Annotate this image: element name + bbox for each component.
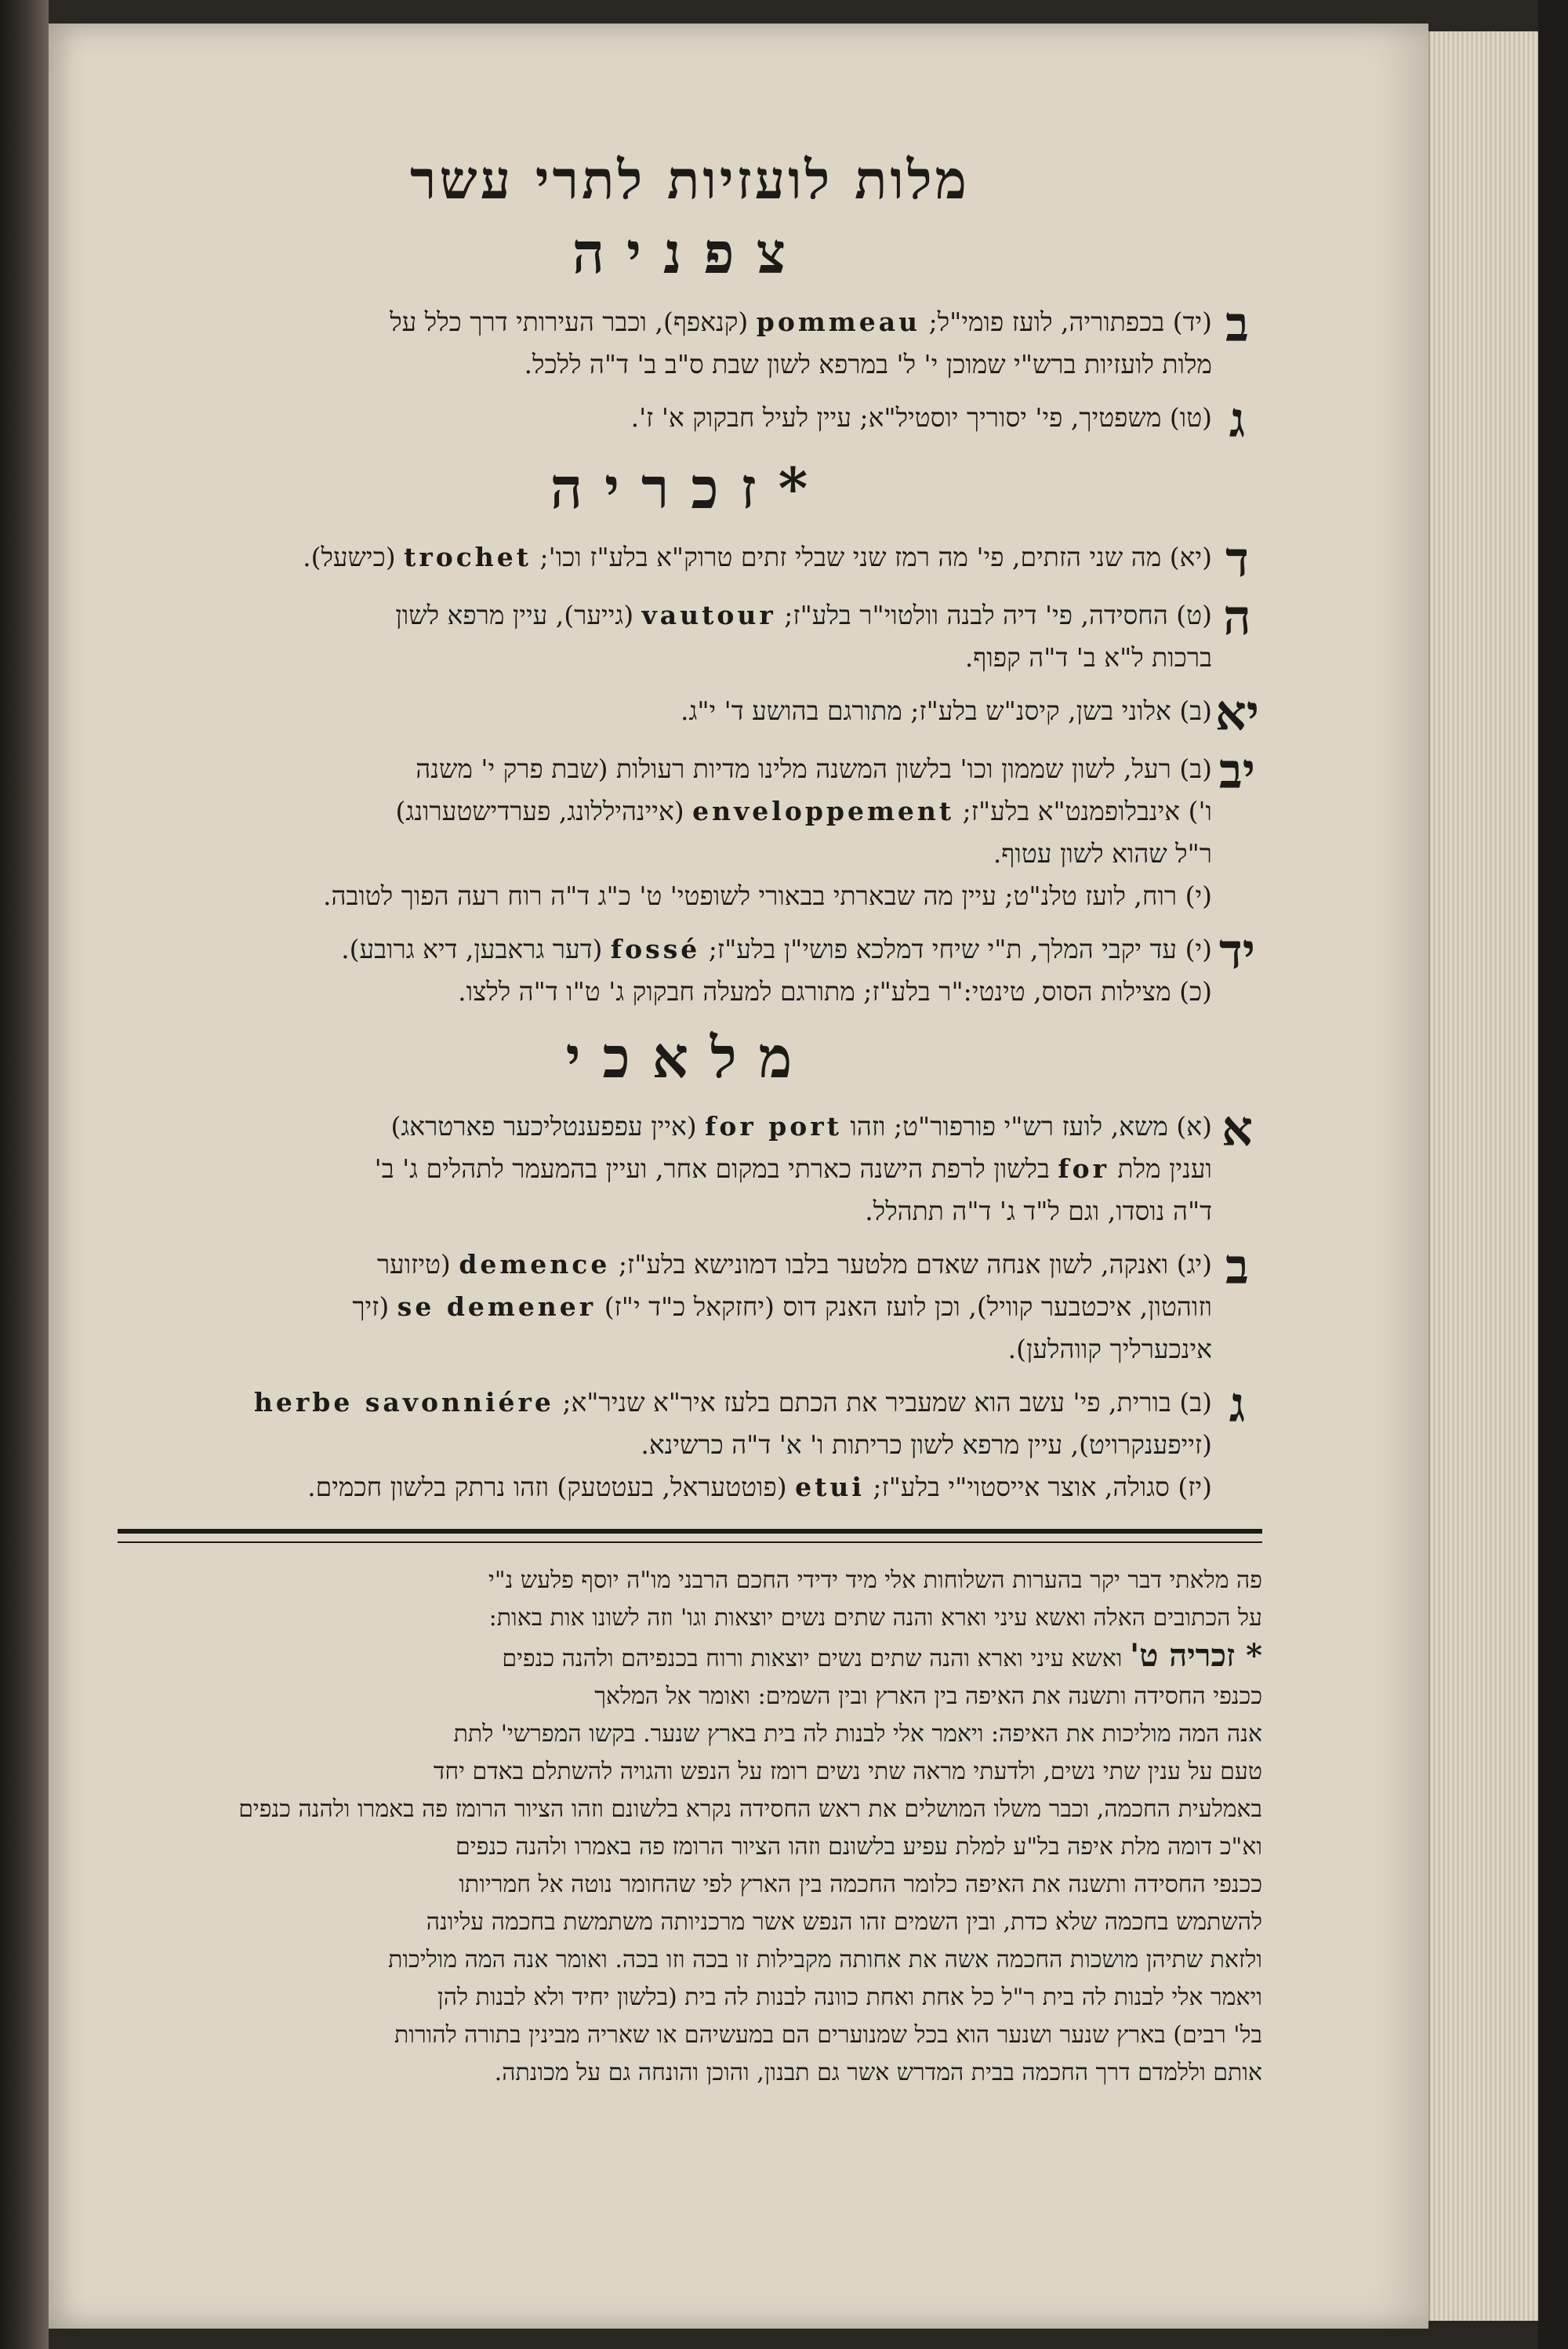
entry-pre-text: וזוהטון, איכטבער קוויל), וכן לועז האנק דוס (יחזקאל כ"ד י"ז) (604, 1291, 1212, 1322)
entry-pre-text: (י) רוח, לועז טלנ"ט; עיין מה שבארתי בבאורי לשופטי' ט' כ"ג ד"ה רוח רעה הפוך לטובה. (322, 880, 1212, 911)
note-heading-text: ואשא עיני וארא והנה שתים נשים יוצאות ורוח בכנפיהם ולהנה כנפים (502, 1645, 1123, 1672)
entry-post-text: (פוטטעראל, בעטטעק) וזהו נרתק בלשון חכמים. (307, 1472, 787, 1502)
note-body-line: ויאמר אלי לבנות לה בית ר"ל כל אחת ואחת כוונה לבנות לה בית (בלשון יחיד ולא לבנות להן (437, 1984, 1262, 2011)
entry-pre-text: (ב) בורית, פי' עשב הוא שמעביר את הכתם בלעז איר"א שניר"א; (562, 1387, 1212, 1418)
note-body-line: אותם וללמדם דרך החכמה בבית המדרש אשר גם תבנון, והוכן והונחה גם על מכונתה. (494, 2059, 1262, 2086)
entry-pre-text: אינכערליך קווהלען). (1007, 1334, 1212, 1364)
entry-lines (118, 1106, 1212, 1233)
entry-post-text: (איין עפפענטליכער פארטראג) (390, 1111, 697, 1142)
entry-post-text: (זיך (352, 1291, 390, 1322)
entry-pre-text: (כ) מצילות הסוס, טינטי:"ר בלע"ז; מתורגם למעלה חבקוק ג' ט"ו ד"ה ללצו. (458, 976, 1212, 1007)
entry-line (118, 1424, 1212, 1466)
entry-post-text: (קנאפף), וכבר העירותי דרך כלל על (390, 307, 749, 337)
entry-latin-text: for port (705, 1111, 842, 1142)
note-body-line: אנה המה מוליכות את האיפה: ויאמר אלי לבנות לה בית בארץ שנער. בקשו המפרשי' לתת (453, 1720, 1262, 1748)
entry-line (118, 1381, 1212, 1424)
entry-latin-text: fossé (610, 934, 701, 964)
entry-lines (118, 1381, 1212, 1509)
book-spine-shadow (0, 0, 49, 2349)
book-heading: צפניה (572, 220, 808, 286)
entry-pre-text: (ב) אלוני בשן, קיסנ"ש בלע"ז; מתורגם בהושע ד' י"ג. (680, 695, 1212, 726)
note-heading-ref: * זכריה ט' (1129, 1637, 1262, 1674)
entry-line (118, 1106, 1212, 1148)
entry-pre-text: ר"ל שהוא לשון עטוף. (993, 838, 1212, 869)
entry-pre-text: (זייפענקרויט), עיין מרפא לשון כריתות ו' א' ד"ה כרשינא. (641, 1429, 1212, 1460)
chapter-letter: ג (1229, 391, 1246, 448)
entry-line (118, 1286, 1212, 1328)
entry (118, 1376, 1262, 1509)
entry-post-text: (דער גראבען, דיא גרובע). (341, 934, 603, 964)
note-intro-line: פה מלאתי דבר יקר בהערות השלוחות אלי מיד ידידי החכם הרבני מו"ה יוסף פלעש נ"י (488, 1567, 1262, 1594)
entry-pre-text: (א) משא, לועז רש"י פורפור"ט; וזהו (850, 1111, 1212, 1142)
entry (118, 531, 1262, 588)
entry-line (118, 690, 1212, 732)
entry-line (118, 833, 1212, 875)
chapter-letter: ג (1229, 1376, 1246, 1433)
chapter-letter: א (1221, 1100, 1253, 1157)
entry-lines (118, 594, 1212, 679)
entry-lines (118, 690, 1212, 732)
entry-post-text: (איינהיללונג, פערדישטערונג) (395, 796, 684, 826)
note-body-line: ככנפי החסידה ותשנה את האיפה כלומר החכמה בין הארץ לפי שהחומר נוטה אל חמריותו (459, 1871, 1262, 1898)
entry-latin-text: for (1058, 1153, 1109, 1184)
sections-container (118, 220, 1262, 1509)
chapter-letter: ב (1225, 1238, 1249, 1295)
page-title: מלות לועזיות לתרי עשר (410, 149, 970, 212)
entry-line (118, 1328, 1212, 1371)
note-body-line: ולזאת שתיהן מושכות החכמה אשה את אחותה מקבילות זו בכה וזו בכה. ואומר אנה המה מוליכות (388, 1946, 1262, 1973)
background-edge (1538, 0, 1568, 2349)
entry-line (118, 748, 1212, 790)
entry-latin-text: etui (795, 1472, 865, 1502)
entry (118, 1100, 1262, 1233)
entry-line (118, 1148, 1212, 1190)
entry-latin-text: pommeau (756, 307, 921, 337)
note-body-line: בל' רבים) בארץ שנער ושנער הוא בכל שמנוערים הם במעשיהם או שאריה מבינין בתורה להורות (394, 2021, 1262, 2049)
footnote (118, 1562, 1262, 2092)
chapter-letter: ה (1223, 589, 1251, 646)
entry-pre-text: (ט) החסידה, פי' דיה לבנה וולטוי"ר בלע"ז; (784, 600, 1212, 630)
entry-latin-text: herbe savonniére (253, 1387, 554, 1418)
chapter-letter: יב (1218, 742, 1256, 800)
note-body-line: וא"כ דומה מלת איפה בל"ע למלת עפיע בלשונם וזהו הציור הרומז פה באמרו ולהנה כנפים (456, 1833, 1262, 1861)
entry-line (118, 1190, 1212, 1233)
entry-post-text: (טיזוער (376, 1249, 451, 1280)
page-fore-edge (1428, 31, 1540, 2321)
entry-pre-text: (יז) סגולה, אוצר אייסטוי"י בלע"ז; (873, 1472, 1212, 1502)
entry-line (118, 343, 1212, 386)
entry-line (118, 971, 1212, 1013)
page-content (118, 125, 1262, 2092)
entry (118, 684, 1262, 742)
entry (118, 391, 1262, 448)
chapter-letter: ד (1225, 531, 1249, 588)
note-body-line: להשתמש בחכמה שלא כדת, ובין השמים זהו הנפש אשר מרכניותה משתמשת בחכמה עליונה (426, 1908, 1262, 1936)
entry (118, 923, 1262, 1013)
entry (118, 742, 1262, 917)
divider-rule (118, 1529, 1262, 1534)
entry-pre-text: מלות לועזיות ברש"י שמוכן י' ל' במרפא לשון שבת ס"ב ב' ד"ה ללכל. (524, 349, 1212, 379)
entry-pre-text: (יא) מה שני הזתים, פי' מה רמז שני שבלי זתים טרוק"א בלע"ז וכו'; (539, 542, 1212, 572)
book-heading: *זכריה (550, 455, 830, 521)
entry-pre-text: ד"ה נוסדו, וגם ל"ד ג' ד"ה תתהלל. (865, 1196, 1212, 1226)
entry-post-text: (גייער), עיין מרפא לשון (395, 600, 634, 630)
entry-pre-text: (יד) בכפתוריה, לועז פומי"ל; (928, 307, 1212, 337)
entry-line (118, 301, 1212, 343)
entry-latin-text: vautour (641, 600, 776, 630)
entry-pre-text: (י) עד יקבי המלך, ת"י שיחי דמלכא פושי"ן בלע"ז; (708, 934, 1212, 964)
entry-pre-text: ו') אינבלופמנט"א בלע"ז; (962, 796, 1212, 826)
chapter-letter: יד (1218, 923, 1256, 980)
entry-post-text: בלשון לרפת הישנה כארתי במקום אחר, ועיין בהמעמר לתהלים ג' ב' (374, 1153, 1050, 1184)
entry-line (118, 637, 1212, 679)
entry (118, 296, 1262, 386)
entry-line (118, 875, 1212, 917)
entry-pre-text: (ב) רעל, לשון שממון וכו' בלשון המשנה מלינו מדיות רעולות (שבת פרק י' משנה (416, 753, 1212, 784)
entry-line (118, 1466, 1212, 1509)
entry-lines (118, 928, 1212, 1013)
entry-lines (118, 397, 1212, 439)
entry (118, 589, 1262, 679)
entry-pre-text: (יג) ואנקה, לשון אנחה שאדם מלטער בלבו דמונישא בלע"ז; (618, 1249, 1212, 1280)
note-body (118, 1678, 1262, 2092)
entry-latin-text: enveloppement (692, 796, 955, 826)
entry-pre-text: (טו) משפטיך, פי' יסוריך יוסטיל"א; עיין לעיל חבקוק א' ז'. (630, 402, 1212, 433)
entry-lines (118, 536, 1212, 579)
divider-rule-thin (118, 1541, 1262, 1543)
entry-line (118, 536, 1212, 579)
chapter-letter: יא (1214, 684, 1260, 742)
entry-latin-text: demence (459, 1249, 611, 1280)
chapter-letter: ב (1225, 296, 1249, 353)
note-body-line: ככנפי החסידה ותשנה את האיפה בין הארץ ובין השמים: ואומר אל המלאך (594, 1683, 1262, 1710)
entry-line (118, 928, 1212, 971)
entry-post-text: (כישעל). (303, 542, 396, 572)
note-heading-line (118, 1637, 1262, 1678)
entry-line (118, 790, 1212, 833)
entry-line (118, 594, 1212, 637)
entry-lines (118, 748, 1212, 917)
note-body-line: באמלעית החכמה, וכבר משלו המושלים את ראש החסידה נקרא בלשונם וזהו הציור הרומז פה באמרו ולהנה כנפים (238, 1795, 1262, 1823)
entry-lines (118, 301, 1212, 386)
note-intro-line: על הכתובים האלה ואשא עיני וארא והנה שתים נשים יוצאות וגו' וזה לשונו אות באות: (488, 1604, 1262, 1632)
entry-line (118, 397, 1212, 439)
entry-latin-text: se demener (397, 1291, 597, 1322)
entry (118, 1238, 1262, 1371)
entry-line (118, 1243, 1212, 1286)
book-heading: מלאכי (565, 1024, 815, 1091)
entry-pre-text: ברכות ל"א ב' ד"ה קפוף. (964, 642, 1212, 673)
note-body-line: טעם על ענין שתי נשים, ולדעתי מראה שתי נשים רומז על הנפש והגויה להשתלם באדם יחד (433, 1758, 1262, 1785)
entry-lines (118, 1243, 1212, 1371)
entry-latin-text: trochet (404, 542, 532, 572)
entry-pre-text: וענין מלת (1117, 1153, 1212, 1184)
